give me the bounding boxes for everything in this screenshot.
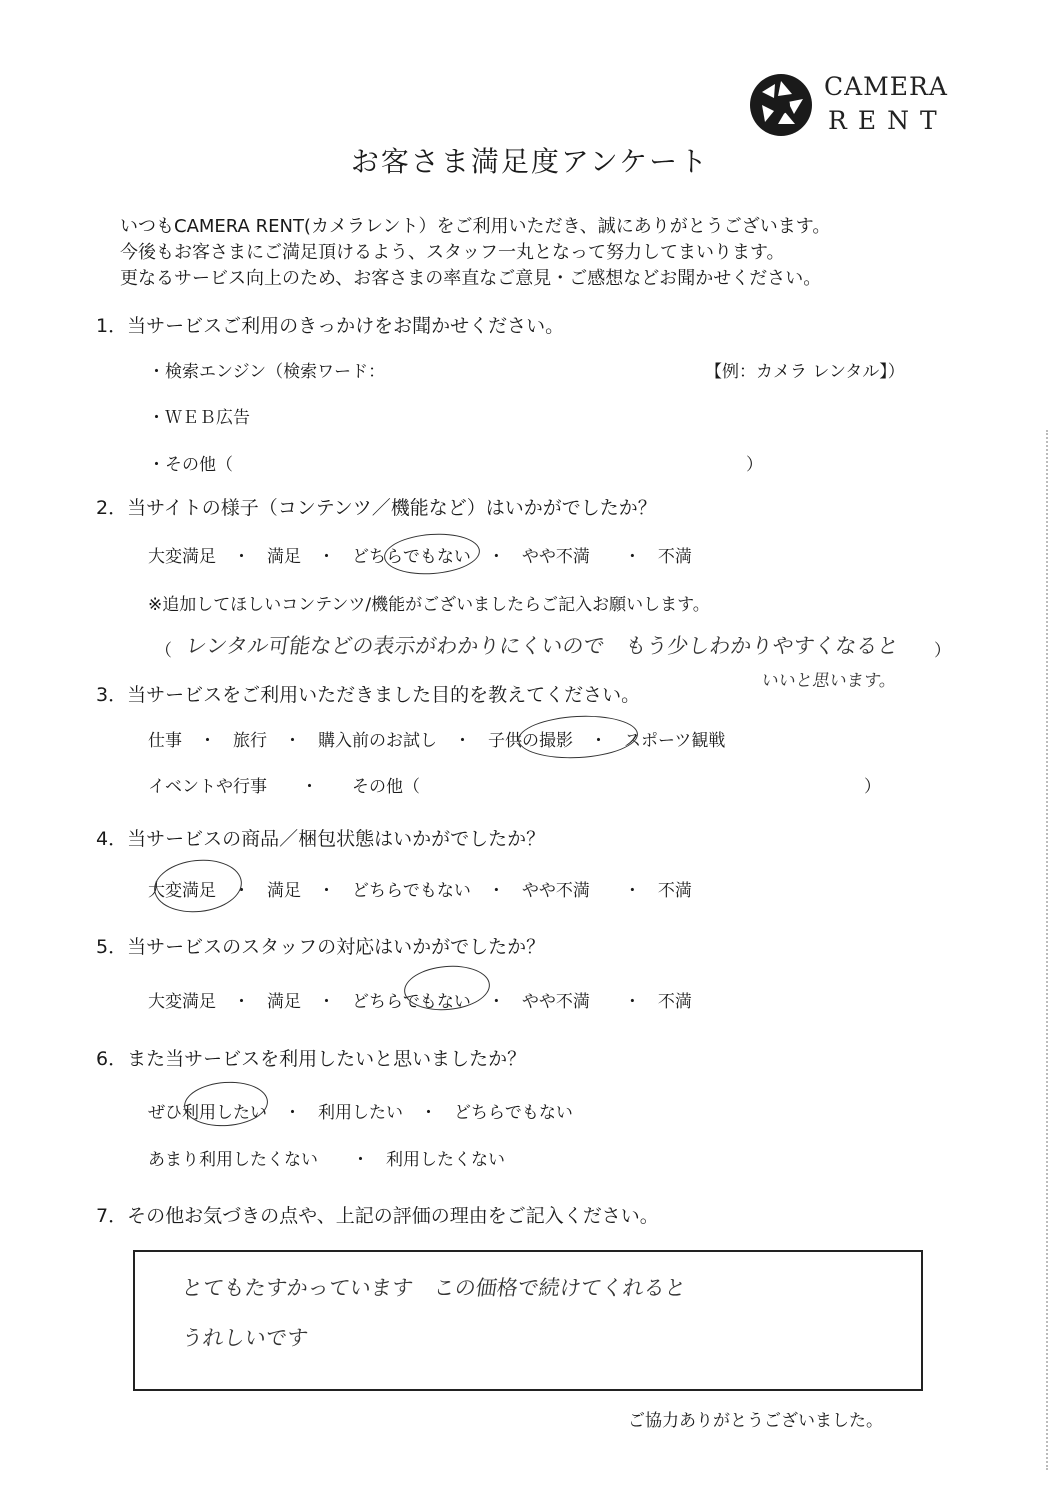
q1-search-example: 【例：カメラ レンタル】） [705, 362, 905, 382]
q1-search-engine-label: ・検索エンジン（検索ワード： [148, 362, 386, 382]
q2-handwritten-line-2: いいと思います。 [760, 671, 898, 691]
q2-handwritten-line-1: レンタル可能などの表示がわかりにくいので もう少しわかりやすくなると [184, 634, 901, 658]
q1-other-close: ） [746, 455, 763, 475]
q7-handwritten-line-2: うれしいです [180, 1326, 310, 1350]
scan-edge-line [1046, 430, 1050, 1470]
q1-other-label: ・その他（ [148, 455, 233, 475]
logo-text-camera: CAMERA [824, 72, 948, 101]
q2-close-paren: ） [934, 641, 951, 661]
q1-question: 1．当サービスご利用のきっかけをお聞かせください。 [96, 315, 565, 337]
intro-line-1: いつもCAMERA RENT(カメラレント）をご利用いただき、誠にありがとうございます。 [120, 216, 831, 237]
q6-options-line-2: あまり利用したくない ・ 利用したくない [148, 1150, 505, 1170]
q4-options: 大変満足 ・ 満足 ・ どちらでもない ・ やや不満 ・ 不満 [148, 881, 692, 901]
logo-text-rent: RENT [828, 106, 948, 135]
q2-selected-circle [383, 531, 482, 578]
q4-selected-circle [152, 856, 245, 917]
q3-question: 3．当サービスをご利用いただきました目的を教えてください。 [96, 684, 641, 706]
q2-options: 大変満足 ・ 満足 ・ どちらでもない ・ やや不満 ・ 不満 [148, 547, 692, 567]
q2-question: 2．当サイトの様子（コンテンツ／機能など）はいかがでしたか？ [96, 497, 657, 519]
q6-options-line-1: ぜひ利用したい ・ 利用したい ・ どちらでもない [148, 1103, 573, 1123]
q3-options-line-1: 仕事 ・ 旅行 ・ 購入前のお試し ・ 子供の撮影 ・ スポーツ観戦 [148, 731, 726, 751]
q1-web-ad-option: ・ＷＥＢ広告 [148, 408, 250, 428]
q7-handwritten-line-1: とてもたすかっています この価格で続けてくれると [180, 1276, 688, 1300]
intro-line-3: 更なるサービス向上のため、お客さまの率直なご意見・ご感想などお聞かせください。 [120, 268, 822, 289]
q5-options: 大変満足 ・ 満足 ・ どちらでもない ・ やや不満 ・ 不満 [148, 992, 692, 1012]
q5-question: 5．当サービスのスタッフの対応はいかがでしたか？ [96, 936, 546, 958]
q6-question: 6．また当サービスを利用したいと思いましたか？ [96, 1048, 527, 1070]
q3-other-close: ） [864, 777, 881, 797]
closing-message: ご協力ありがとうございました。 [628, 1411, 883, 1431]
q3-selected-circle [517, 713, 639, 761]
page-title: お客さま満足度アンケート [350, 145, 710, 178]
q7-question: 7．その他お気づきの点や、上記の評価の理由をご記入ください。 [96, 1205, 659, 1227]
q2-note: ※追加してほしいコンテンツ/機能がございましたらご記入お願いします。 [148, 595, 710, 615]
q3-options-line-2: イベントや行事 ・ その他（ [148, 777, 420, 797]
camera-aperture-icon [748, 72, 814, 138]
q2-open-paren: （ [155, 641, 172, 661]
q4-question: 4．当サービスの商品／梱包状態はいかがでしたか？ [96, 828, 546, 850]
intro-line-2: 今後もお客さまにご満足頂けるよう、スタッフ一丸となって努力してまいります。 [120, 242, 785, 263]
camera-rent-logo [748, 70, 948, 142]
